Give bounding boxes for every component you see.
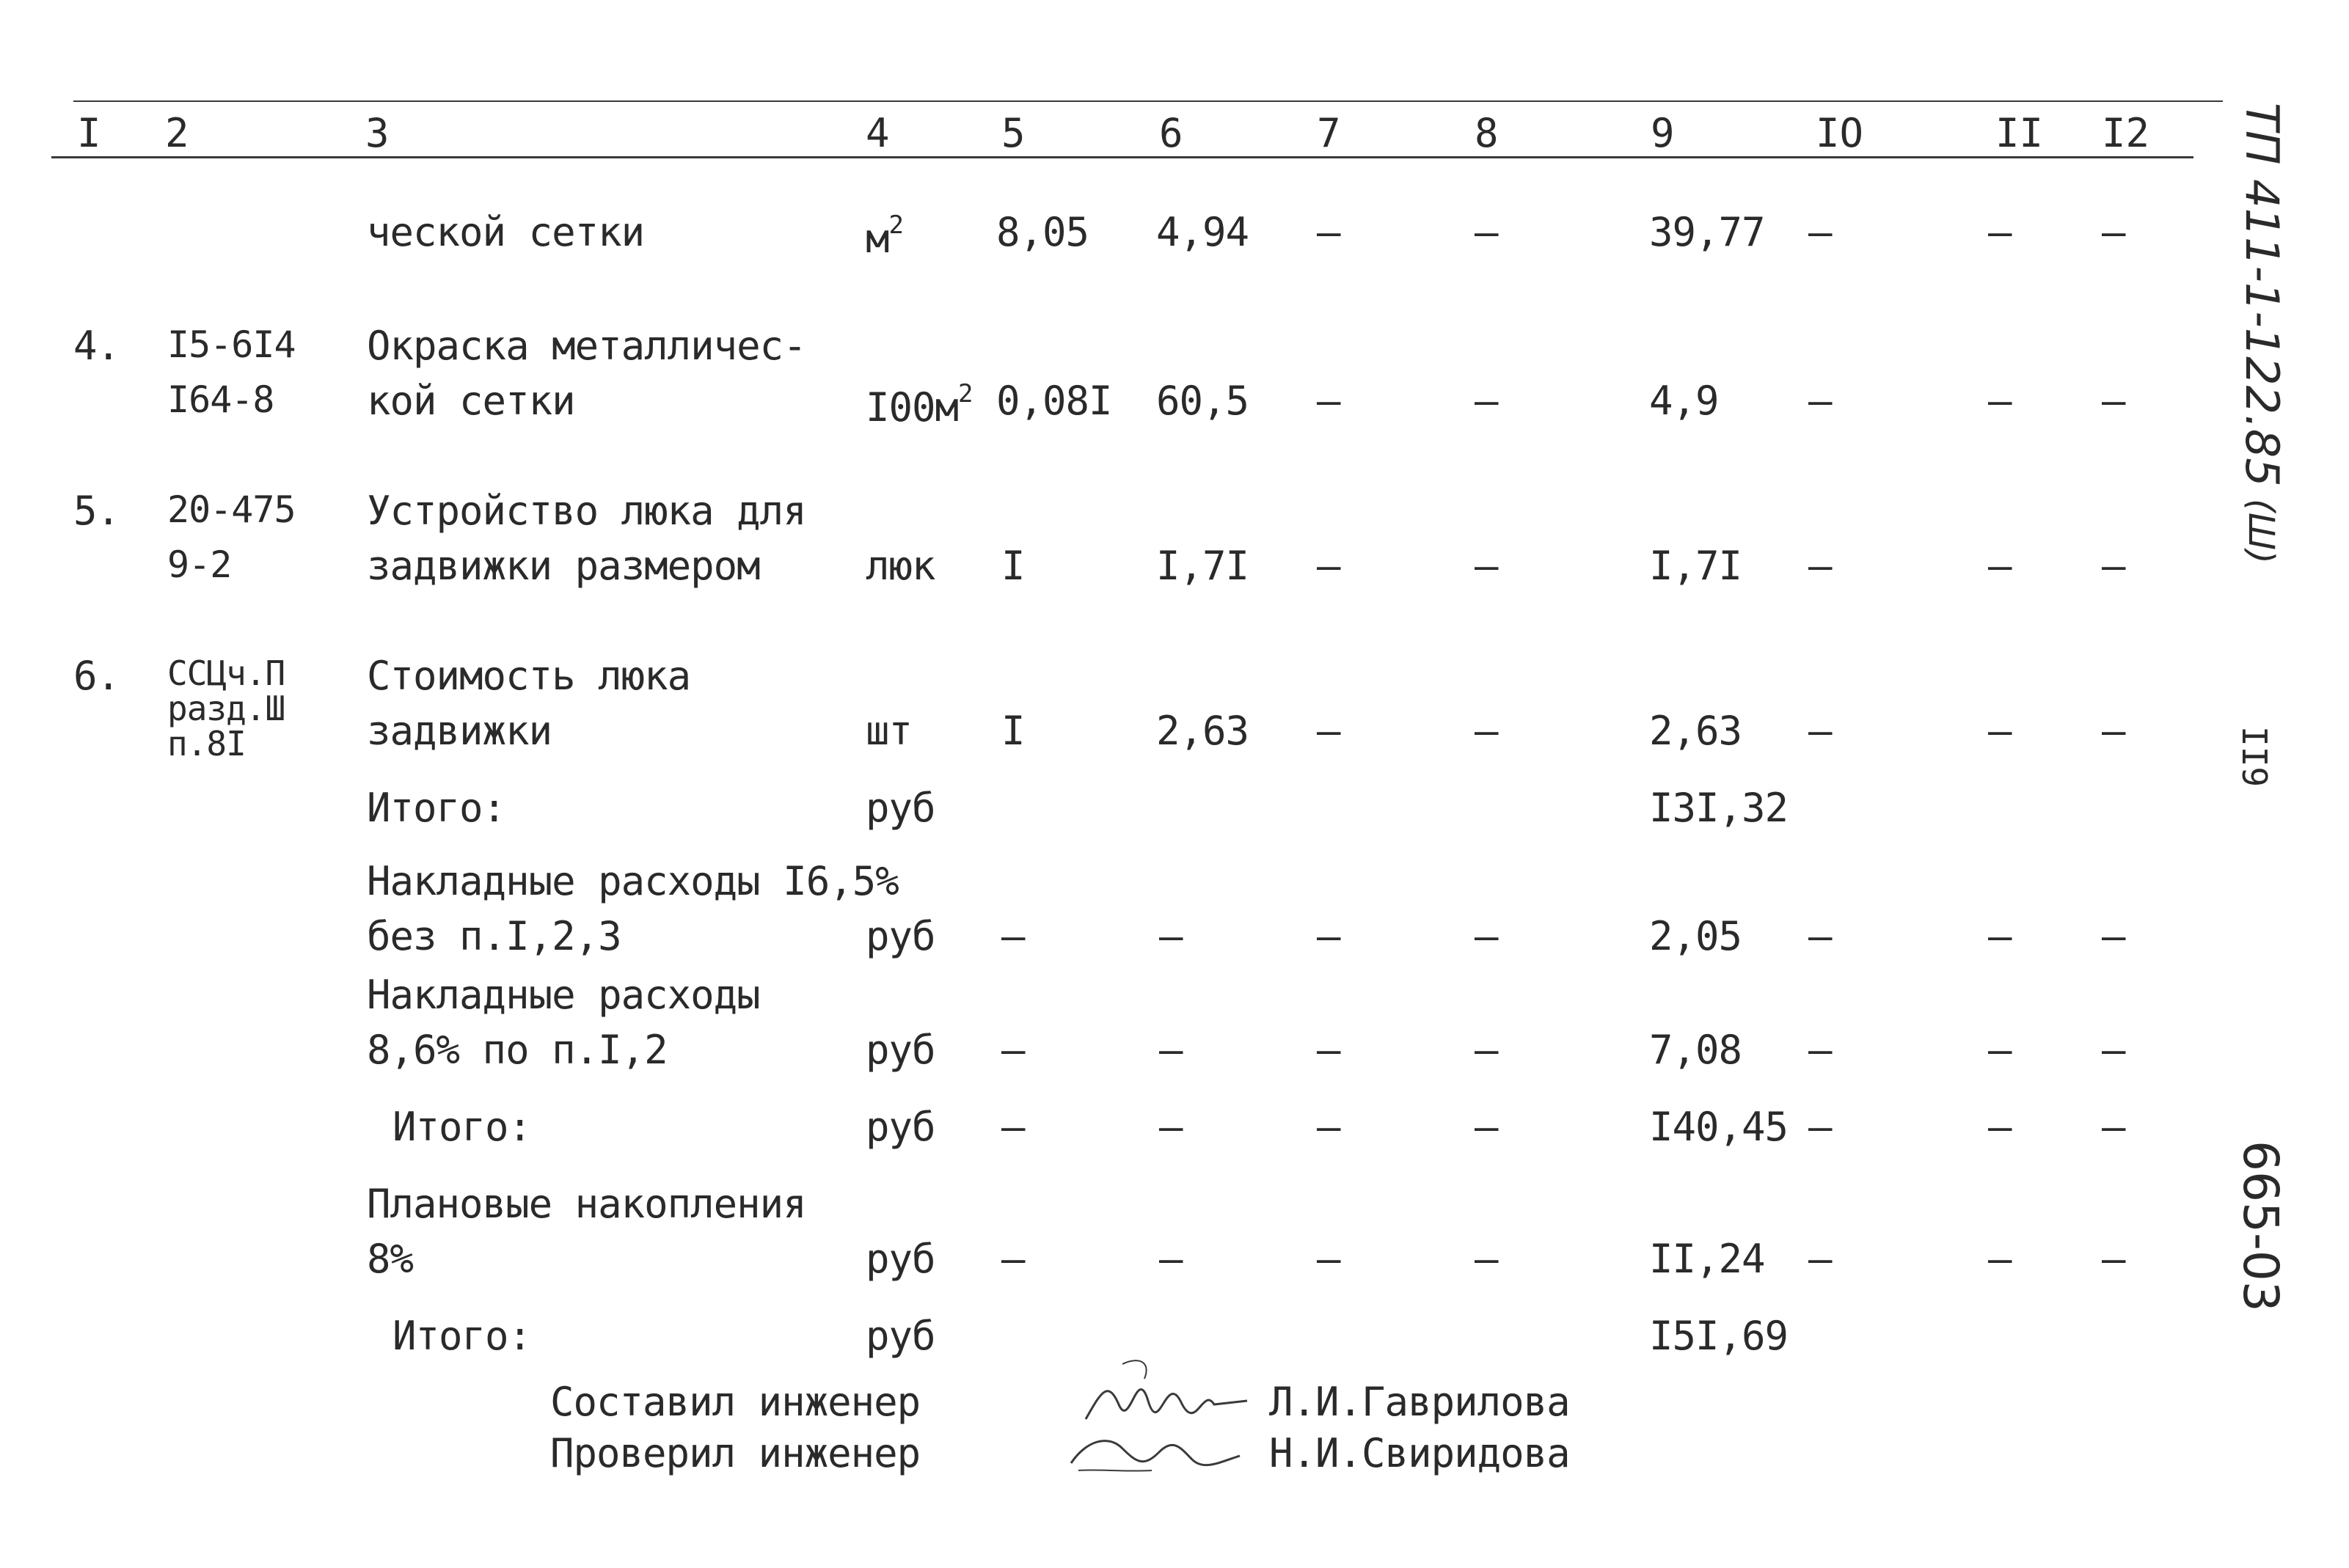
row-col11: – bbox=[1988, 1104, 2012, 1150]
row-unit: руб bbox=[866, 1313, 935, 1359]
header-col-12: I2 bbox=[2102, 110, 2150, 156]
row-unit: руб bbox=[866, 913, 935, 959]
row-description: Устройство люка для bbox=[367, 488, 806, 534]
row-col6: 60,5 bbox=[1156, 378, 1249, 424]
row-col5: – bbox=[1001, 913, 1025, 959]
header-col-3: 3 bbox=[365, 110, 390, 156]
row-col12: – bbox=[2102, 543, 2125, 589]
row-col12: – bbox=[2102, 378, 2125, 424]
row-col7: – bbox=[1317, 913, 1340, 959]
header-bottom-rule bbox=[51, 156, 2193, 158]
row-col8: – bbox=[1475, 543, 1498, 589]
row-col9: I3I,32 bbox=[1649, 785, 1789, 831]
row-col6: 4,94 bbox=[1156, 209, 1249, 255]
row-col7: – bbox=[1317, 1236, 1340, 1282]
signature-scribble-1 bbox=[1078, 1349, 1262, 1430]
row-col9: I,7I bbox=[1649, 543, 1742, 589]
row-col5: I bbox=[1001, 543, 1025, 589]
row-col5: I bbox=[1001, 708, 1025, 754]
header-col-2: 2 bbox=[165, 110, 189, 156]
row-description: задвижки bbox=[367, 708, 552, 754]
header-col-11: II bbox=[1995, 110, 2044, 156]
header-col-5: 5 bbox=[1001, 110, 1026, 156]
row-col10: – bbox=[1808, 1236, 1832, 1282]
row-col12: – bbox=[2102, 913, 2125, 959]
row-number: 5. bbox=[73, 488, 120, 534]
row-description: без п.I,2,3 bbox=[367, 913, 621, 959]
row-col10: – bbox=[1808, 913, 1832, 959]
row-code: разд.Ш bbox=[167, 689, 285, 728]
row-code: I64-8 bbox=[167, 378, 274, 421]
row-col6: – bbox=[1159, 1236, 1183, 1282]
row-col8: – bbox=[1475, 378, 1498, 424]
checked-by-name: Н.И.Свиридова bbox=[1269, 1430, 1570, 1476]
row-col5: 0,08I bbox=[996, 378, 1112, 424]
row-col9: 4,9 bbox=[1649, 378, 1719, 424]
row-col12: – bbox=[2102, 1027, 2125, 1073]
row-col8: – bbox=[1475, 913, 1498, 959]
row-col9: 7,08 bbox=[1649, 1027, 1742, 1073]
row-col7: – bbox=[1317, 378, 1340, 424]
row-description: Итого: bbox=[392, 1104, 532, 1150]
row-col8: – bbox=[1475, 708, 1498, 754]
row-col5: 8,05 bbox=[996, 209, 1089, 255]
row-col11: – bbox=[1988, 913, 2012, 959]
row-col12: – bbox=[2102, 708, 2125, 754]
signature-scribble-2 bbox=[1064, 1419, 1262, 1478]
row-code: ССЦч.П bbox=[167, 653, 285, 693]
row-col6: – bbox=[1159, 1027, 1183, 1073]
row-col9: 2,63 bbox=[1649, 708, 1742, 754]
header-col-9: 9 bbox=[1651, 110, 1675, 156]
row-description: кой сетки bbox=[367, 378, 575, 424]
row-unit: руб bbox=[866, 1236, 935, 1282]
row-col11: – bbox=[1988, 1027, 2012, 1073]
document-code: ТП 411-1-122.85 bbox=[2235, 103, 2289, 487]
row-col8: – bbox=[1475, 1027, 1498, 1073]
row-col12: – bbox=[2102, 209, 2125, 255]
row-col5: – bbox=[1001, 1236, 1025, 1282]
row-col6: – bbox=[1159, 913, 1183, 959]
row-col7: – bbox=[1317, 543, 1340, 589]
row-col7: – bbox=[1317, 209, 1340, 255]
row-description: 8% bbox=[367, 1236, 414, 1282]
row-col11: – bbox=[1988, 708, 2012, 754]
row-col9: I40,45 bbox=[1649, 1104, 1789, 1150]
row-unit: руб bbox=[866, 1027, 935, 1073]
row-col6: – bbox=[1159, 1104, 1183, 1150]
page-number: II9 bbox=[2235, 726, 2274, 788]
header-col-4: 4 bbox=[866, 110, 890, 156]
document-part: (Ш) bbox=[2240, 499, 2282, 564]
compiled-by-label: Составил инженер bbox=[550, 1379, 921, 1425]
row-col9: I5I,69 bbox=[1649, 1313, 1789, 1359]
compiled-by-name: Л.И.Гаврилова bbox=[1269, 1379, 1570, 1425]
row-unit: руб bbox=[866, 785, 935, 831]
row-description: Окраска металличес- bbox=[367, 323, 806, 369]
row-description: Итого: bbox=[367, 785, 506, 831]
row-col12: – bbox=[2102, 1104, 2125, 1150]
row-col6: I,7I bbox=[1156, 543, 1249, 589]
row-col5: – bbox=[1001, 1027, 1025, 1073]
row-col7: – bbox=[1317, 1027, 1340, 1073]
row-unit: $м^2$ bbox=[866, 210, 903, 262]
row-col8: – bbox=[1475, 1236, 1498, 1282]
row-code: 9-2 bbox=[167, 543, 232, 586]
header-col-10: IO bbox=[1816, 110, 1864, 156]
row-col6: 2,63 bbox=[1156, 708, 1249, 754]
row-col11: – bbox=[1988, 378, 2012, 424]
row-description: ческой сетки bbox=[367, 209, 645, 255]
row-col5: – bbox=[1001, 1104, 1025, 1150]
row-col9: 2,05 bbox=[1649, 913, 1742, 959]
row-code: I5-6I4 bbox=[167, 323, 296, 366]
row-col8: – bbox=[1475, 1104, 1498, 1150]
row-col10: – bbox=[1808, 1027, 1832, 1073]
sheet-number: 665-03 bbox=[2232, 1140, 2289, 1312]
row-description: 8,6% по п.I,2 bbox=[367, 1027, 668, 1073]
row-description: задвижки размером bbox=[367, 543, 760, 589]
row-unit: люк bbox=[866, 543, 935, 589]
row-code: 20-475 bbox=[167, 488, 296, 531]
row-description: Плановые накопления bbox=[367, 1181, 806, 1227]
row-description: Накладные расходы I6,5% bbox=[367, 858, 899, 904]
row-unit: $I00м^2$ bbox=[866, 379, 973, 431]
row-col11: – bbox=[1988, 543, 2012, 589]
row-description: Накладные расходы bbox=[367, 972, 760, 1018]
row-col9: 39,77 bbox=[1649, 209, 1765, 255]
row-description: Стоимость люка bbox=[367, 653, 691, 699]
row-description: Итого: bbox=[392, 1313, 532, 1359]
row-col12: – bbox=[2102, 1236, 2125, 1282]
row-col7: – bbox=[1317, 1104, 1340, 1150]
checked-by-label: Проверил инженер bbox=[550, 1430, 921, 1476]
row-col7: – bbox=[1317, 708, 1340, 754]
row-col10: – bbox=[1808, 708, 1832, 754]
row-unit: шт bbox=[866, 708, 913, 754]
row-col9: II,24 bbox=[1649, 1236, 1765, 1282]
header-col-1: I bbox=[77, 110, 101, 156]
header-col-6: 6 bbox=[1159, 110, 1183, 156]
row-number: 4. bbox=[73, 323, 120, 369]
row-col11: – bbox=[1988, 1236, 2012, 1282]
row-number: 6. bbox=[73, 653, 120, 699]
header-col-7: 7 bbox=[1317, 110, 1341, 156]
row-col10: – bbox=[1808, 378, 1832, 424]
row-col10: – bbox=[1808, 543, 1832, 589]
row-unit: руб bbox=[866, 1104, 935, 1150]
row-code: п.8I bbox=[167, 724, 246, 763]
header-col-8: 8 bbox=[1475, 110, 1499, 156]
row-col10: – bbox=[1808, 1104, 1832, 1150]
header-top-rule bbox=[73, 100, 2223, 102]
row-col11: – bbox=[1988, 209, 2012, 255]
row-col10: – bbox=[1808, 209, 1832, 255]
row-col8: – bbox=[1475, 209, 1498, 255]
